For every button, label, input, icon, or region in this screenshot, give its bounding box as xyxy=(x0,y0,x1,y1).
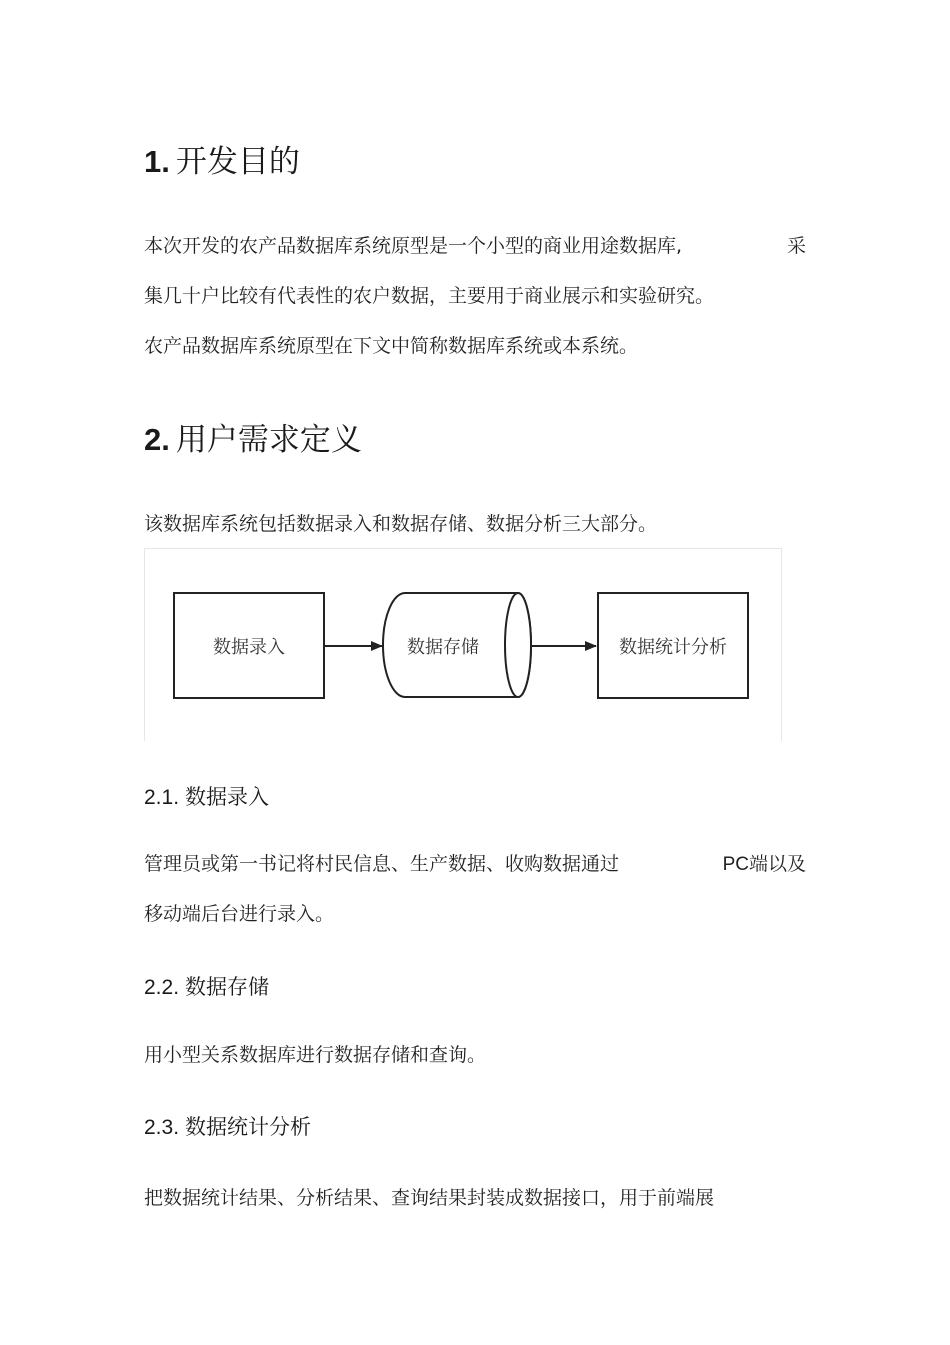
paragraph-text: 采 xyxy=(786,235,806,257)
paragraph-line xyxy=(144,232,806,260)
node-label: 数据存储 xyxy=(407,637,479,658)
node-data-analysis xyxy=(598,593,748,698)
paragraph-line: 移动端后台进行录入。 xyxy=(144,903,335,925)
subsection-heading-2-1 xyxy=(144,782,269,813)
paragraph-line: 把数据统计结果、分析结果、查询结果封装成数据接口，用于前端展 xyxy=(144,1187,715,1209)
node-data-entry xyxy=(174,593,324,698)
subsection-title: 数据存储 xyxy=(185,975,270,999)
section-heading-1 xyxy=(144,142,300,182)
paragraph-text-tail xyxy=(723,850,806,879)
paragraph-text: 管理员或第一书记将村民信息、生产数据、收购数据通过 xyxy=(144,853,620,875)
section-title-1: 开发目的 xyxy=(175,144,300,180)
paragraph-line: 该数据库系统包括数据录入和数据存储、数据分析三大部分。 xyxy=(144,513,658,535)
section-heading-2 xyxy=(144,420,362,460)
section-title-2: 用户需求定义 xyxy=(175,422,362,458)
subsection-title: 数据统计分析 xyxy=(185,1115,312,1139)
cylinder-end xyxy=(505,593,531,697)
paragraph-latin: PC xyxy=(722,854,749,875)
subsection-title: 数据录入 xyxy=(185,785,270,809)
flow-diagram xyxy=(144,548,782,741)
subsection-heading-2-3 xyxy=(144,1112,311,1143)
subsection-number: 2.1. xyxy=(144,786,180,809)
subsection-number: 2.3. xyxy=(144,1116,180,1139)
subsection-number: 2.2. xyxy=(144,976,180,999)
node-data-storage xyxy=(383,593,531,697)
flow-diagram-svg xyxy=(145,549,783,742)
paragraph-line xyxy=(144,850,806,879)
node-label: 数据统计分析 xyxy=(619,637,727,658)
section-number-2: 2. xyxy=(144,422,170,457)
node-label: 数据录入 xyxy=(213,637,285,658)
paragraph-line: 用小型关系数据库进行数据存储和查询。 xyxy=(144,1044,487,1066)
paragraph-text: 端以及 xyxy=(748,853,806,875)
paragraph-line: 集几十户比较有代表性的农户数据，主要用于商业展示和实验研究。 xyxy=(144,285,715,307)
subsection-heading-2-2 xyxy=(144,972,269,1003)
paragraph-line: 农产品数据库系统原型在下文中简称数据库系统或本系统。 xyxy=(144,335,639,357)
paragraph-text: 本次开发的农产品数据库系统原型是一个小型的商业用途数据库, xyxy=(144,235,683,257)
section-number-1: 1. xyxy=(144,144,170,179)
